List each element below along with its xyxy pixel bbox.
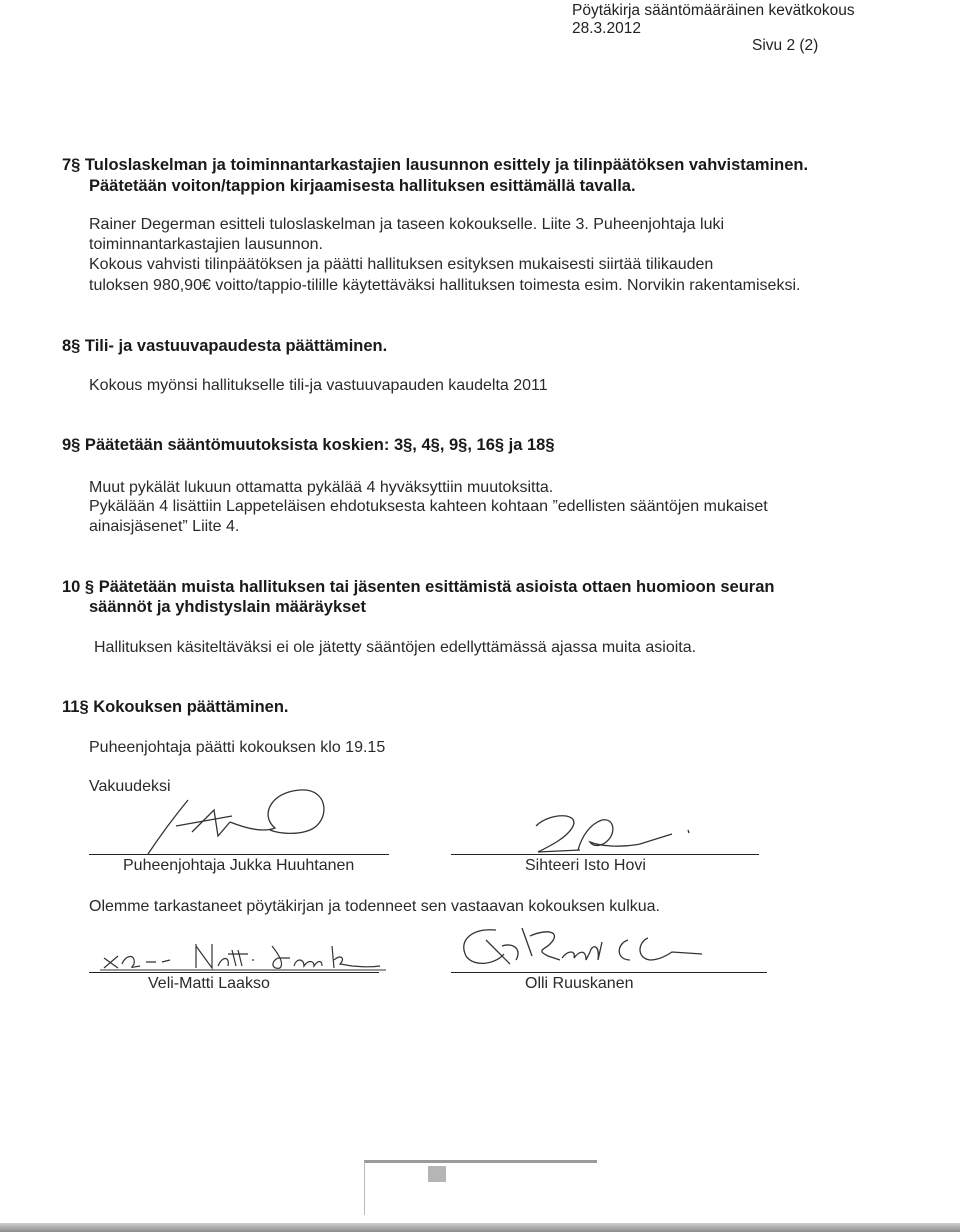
vakuudeksi-label: Vakuudeksi (89, 778, 171, 795)
review-statement: Olemme tarkastaneet pöytäkirjan ja todenneet sen vastaavan kokouksen kulkua. (89, 898, 660, 915)
page-number: Sivu 2 (2) (752, 37, 819, 54)
reviewer2-name: Olli Ruuskanen (525, 975, 634, 992)
secretary-signature (520, 806, 700, 858)
chair-name: Puheenjohtaja Jukka Huuhtanen (123, 857, 355, 874)
reviewer2-signature-line (451, 972, 767, 973)
chair-signature-line (89, 854, 389, 855)
section-9-title: 9§ Päätetään sääntömuutoksista koskien: 3§, 4§, 9§, 16§ ja 18§ (62, 436, 555, 454)
section-10-title: 10 § Päätetään muista hallituksen tai jäsenten esittämistä asioista ottaen huomioon seuran (62, 578, 775, 596)
section-8-title: 8§ Tili- ja vastuuvapaudesta päättäminen. (62, 337, 388, 355)
section-7-subtitle: Päätetään voiton/tappion kirjaamisesta hallituksen esittämällä tavalla. (89, 177, 636, 195)
section-10-text: Hallituksen käsiteltäväksi ei ole jätetty sääntöjen edellyttämässä ajassa muita asioita. (94, 639, 697, 656)
reviewer1-signature (100, 936, 390, 972)
section-9-text: ainaisjäsenet” Liite 4. (89, 518, 240, 535)
section-10-subtitle: säännöt ja yhdistyslain määräykset (89, 598, 366, 616)
secretary-name: Sihteeri Isto Hovi (525, 857, 646, 874)
secretary-signature-line (451, 854, 759, 855)
section-7-text: Rainer Degerman esitteli tuloslaskelman ja taseen kokoukselle. Liite 3. Puheenjohtaja luki (89, 216, 725, 233)
reviewer2-signature (452, 920, 712, 972)
section-9-text: Pykälään 4 lisättiin Lappeteläisen ehdotuksesta kahteen kohtaan ”edellisten sääntöjen mukaiset (89, 498, 768, 515)
section-7-text: tuloksen 980,90€ voitto/tappio-tilille käytettäväksi hallituksen toimesta esim. Norvikin rakentamiseksi. (89, 277, 801, 294)
section-8-text: Kokous myönsi hallitukselle tili-ja vastuuvapauden kaudelta 2011 (89, 377, 548, 394)
chair-signature (140, 782, 340, 858)
section-11-title: 11§ Kokouksen päättäminen. (62, 698, 289, 716)
section-9-text: Muut pykälät lukuun ottamatta pykälää 4 hyväksyttiin muutoksitta. (89, 479, 554, 496)
scan-edge-artifact (0, 1223, 960, 1232)
section-7-title: 7§ Tuloslaskelman ja toiminnantarkastajien lausunnon esittely ja tilinpäätöksen vahvistaminen. (62, 156, 809, 174)
document-title: Pöytäkirja sääntömääräinen kevätkokous (572, 2, 855, 19)
document-date: 28.3.2012 (572, 20, 641, 37)
reviewer1-name: Veli-Matti Laakso (148, 975, 270, 992)
section-11-text: Puheenjohtaja päätti kokouksen klo 19.15 (89, 739, 386, 756)
section-7-text: toiminnantarkastajien lausunnon. (89, 236, 323, 253)
scan-mark-artifact (428, 1166, 446, 1182)
scan-frame-artifact (364, 1160, 597, 1215)
reviewer1-signature-line (89, 972, 379, 973)
section-7-text: Kokous vahvisti tilinpäätöksen ja päätti hallituksen esityksen mukaisesti siirtää tilikauden (89, 256, 714, 273)
